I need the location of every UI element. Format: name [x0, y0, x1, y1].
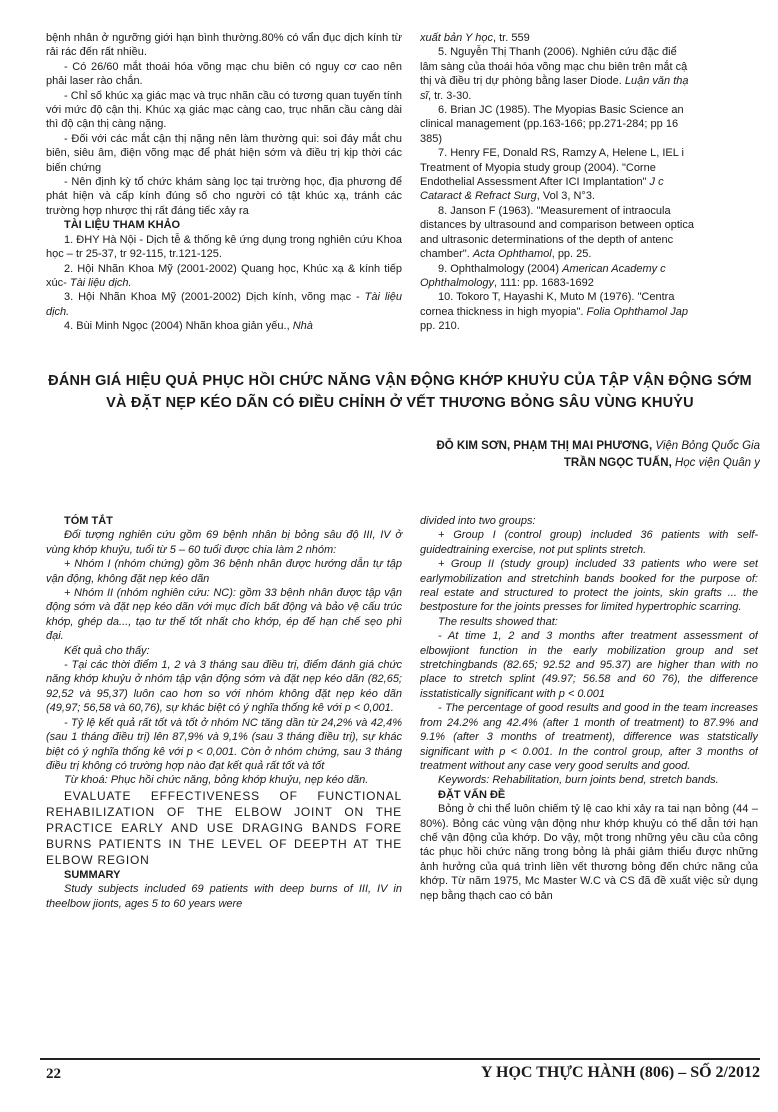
text: Treatment of Myopia study group (2004). "Corne	[420, 161, 656, 174]
right-col-paragraph	[420, 701, 758, 773]
top-right-paragraph	[420, 262, 758, 276]
top-right-paragraph	[420, 161, 758, 175]
right-col-paragraph	[420, 514, 758, 528]
left-col-paragraph	[46, 788, 402, 868]
top-left-paragraph	[46, 31, 402, 60]
text: 9. Ophthalmology (2004)	[438, 262, 563, 275]
italic-text: + Group II (study group) included 33 patients who were set earlymobilization and stretchinh bands booked for the purpose of: real estate and structured to protect the joints, skin grafts ... the bestposture for the joints presses for limited hypertrophic scarring.	[420, 558, 758, 614]
text: distances by ultrasound and comparison between optica	[420, 219, 694, 232]
italic-text: The results showed that:	[438, 615, 558, 628]
top-left-column	[46, 31, 402, 334]
top-left-paragraph	[46, 233, 402, 262]
text: 385)	[420, 132, 443, 145]
text: EVALUATE EFFECTIVENESS OF FUNCTIONAL REHABILIZATION OF THE ELBOW JOINT ON THE PRACTICE EARLY AND USE DRAGING BANDS FORE BURNS PATIENTS IN THE LEVEL OF DEEPTH AT THE ELBOW REGION	[46, 788, 402, 867]
top-right-paragraph	[420, 189, 758, 203]
top-right-paragraph	[420, 290, 758, 304]
top-right-paragraph	[420, 233, 758, 247]
text: 2. Hội Nhãn Khoa Mỹ (2001-2002) Quang học, Khúc xạ & kính tiếp xúc-	[46, 262, 402, 289]
right-col-paragraph	[420, 773, 758, 787]
italic-text: Ophthalmology	[420, 276, 494, 289]
top-right-paragraph	[420, 247, 758, 261]
text: - Nên định kỳ tổ chức khám sàng lọc tại trường học, địa phương để phát hiện và cấp kính đúng số cho người có tật khúc xạ, tránh các trường hợp nhược thị rất đáng tiếc xảy ra	[46, 176, 402, 217]
text: , pp. 25.	[551, 248, 592, 261]
italic-text: Tài liệu dịch.	[69, 276, 132, 289]
author-names-2: TRẦN NGỌC TUẤN,	[563, 457, 672, 469]
top-left-paragraph	[46, 290, 402, 319]
italic-text: Folia Ophthamol Jap	[586, 305, 689, 318]
top-right-paragraph	[420, 146, 758, 160]
italic-text: Acta Ophthamol	[472, 248, 552, 261]
author-names-1: ĐỖ KIM SƠN, PHẠM THỊ MAI PHƯƠNG,	[436, 440, 653, 452]
top-left-paragraph	[46, 60, 402, 89]
text: , tr. 559	[493, 32, 530, 44]
text: 5. Nguyễn Thị Thanh (2006). Nghiên cứu đặc điể	[438, 46, 677, 59]
left-col-paragraph	[46, 514, 402, 528]
top-right-paragraph	[420, 74, 758, 88]
text: 10. Tokoro T, Hayashi K, Muto M (1976). "Centra	[438, 291, 675, 304]
top-left-paragraph	[46, 262, 402, 291]
left-col-paragraph	[46, 528, 402, 557]
top-left-paragraph	[46, 319, 402, 333]
text: 3. Hội Nhãn Khoa Mỹ (2001-2002) Dịch kính, võng mạc -	[64, 291, 365, 304]
italic-text: Cataract & Refract Surg	[420, 190, 537, 203]
top-right-paragraph	[420, 204, 758, 218]
author-line-2	[300, 455, 760, 472]
left-col-paragraph	[46, 658, 402, 716]
text: chamber".	[420, 248, 473, 261]
text: clinical management (pp.163-166; pp.271-284; pp 16	[420, 118, 679, 131]
left-col-paragraph	[46, 557, 402, 586]
top-left-paragraph	[46, 89, 402, 132]
top-right-paragraph	[420, 89, 758, 103]
title-line-2: VÀ ĐẶT NẸP KÉO DÃN CÓ ĐIỀU CHỈNH Ở VẾT THƯƠNG BỎNG SÂU VÙNG KHUỶU	[106, 395, 694, 411]
italic-text: Từ khoá: Phục hồi chức năng, bỏng khớp khuỷu, nẹp kéo dãn.	[64, 774, 369, 787]
italic-text: + Nhóm I (nhóm chứng) gồm 36 bệnh nhân được hướng dẫn tự tập vận động, không đặt nẹp kéo dãn	[46, 558, 402, 585]
left-col-paragraph	[46, 773, 402, 787]
page-number: 22	[46, 1066, 61, 1082]
right-col-paragraph	[420, 615, 758, 629]
italic-text: Luận văn thạ	[624, 75, 689, 88]
right-col-paragraph	[420, 629, 758, 701]
text: 7. Henry FE, Donald RS, Ramzy A, Helene L, IEL i	[438, 147, 684, 160]
top-right-paragraph	[420, 276, 758, 290]
text: bệnh nhân ở ngưỡng giới hạn bình thường.80% có vẩn đục dịch kính từ rải rác đến rất nhiều.	[46, 32, 402, 59]
journal-name: Y HỌC THỰC HÀNH (806) – SỐ 2/2012	[481, 1064, 760, 1081]
italic-text: + Group I (control group) included 36 patients with self-guidedtraining exercise, not put splints stretch.	[420, 529, 758, 556]
italic-text: Keywords: Rehabilitation, burn joints bend, stretch bands.	[438, 774, 719, 787]
author-affiliation-1: Viện Bỏng Quốc Gia	[652, 440, 760, 452]
italic-text: - Tỷ lệ kết quả rất tốt và tốt ở nhóm NC tăng dần từ 24,2% và 42,4% (sau 1 tháng điều trị) lên 87,9% và 9,1% (sau 3 tháng điều trị), sự khác biệt có ý nghĩa thống kê với p < 0,001. Còn ở nhóm chứng, sau 3 tháng điều trị không có trường hợp nào đạt kết quả rất tốt và tốt	[46, 716, 402, 772]
left-col-paragraph	[46, 586, 402, 644]
top-right-paragraph	[420, 31, 758, 45]
italic-text: xuất bản Y học	[420, 32, 493, 44]
top-right-paragraph	[420, 60, 758, 74]
text: ĐẶT VẤN ĐỀ	[438, 788, 506, 801]
text: 6. Brian JC (1985). The Myopias Basic Science an	[438, 104, 684, 117]
article-left-column	[46, 514, 402, 911]
right-col-paragraph	[420, 528, 758, 557]
author-line-1	[300, 438, 760, 455]
left-col-paragraph	[46, 716, 402, 774]
top-left-paragraph	[46, 175, 402, 218]
text: 1. ĐHY Hà Nội - Dịch tễ & thống kê ứng dụng trong nghiên cứu Khoa học – tr 25-37, tr 92-115, tr.121-125.	[46, 233, 402, 261]
italic-text: + Nhóm II (nhóm nghiên cứu: NC): gồm 33 bệnh nhân được tập vận động sớm và đặt nẹp kéo dãn với mục đích bất động và bảo vệ cấu trúc khớp, ghép da..., tạo tư thế tốt nhất cho khớp, ép để hạn chế sẹo phì đại.	[46, 587, 402, 643]
italic-text: J c	[649, 176, 664, 189]
top-right-paragraph	[420, 45, 758, 59]
italic-text: Đối tượng nghiên cứu gồm 69 bệnh nhân bị bỏng sâu độ III, IV ở vùng khớp khuỷu, tuổi từ 5 – 60 tuổi được chia làm 2 nhóm:	[46, 529, 402, 556]
italic-text: - The percentage of good results and good in the team increases from 24.2% ang 42.4% (after 1 month of treatment) to 87.9% and 9.1% (after 3 months of treatment), difference was statstically significant with p < 0.001. In the control group, after 3 months of treatment without any case very good serults and good.	[420, 702, 758, 772]
text: 8. Janson F (1963). "Measurement of intraocula	[438, 204, 671, 217]
text: 4. Bùi Minh Ngọc (2004) Nhãn khoa giản yếu.,	[64, 320, 293, 333]
title-line-1: ĐÁNH GIÁ HIỆU QUẢ PHỤC HỒI CHỨC NĂNG VẬN ĐỘNG KHỚP KHUỶU CỦA TẬP VẬN ĐỘNG SỚM	[48, 373, 752, 389]
right-col-paragraph	[420, 788, 758, 802]
text: Endothelial Assessment After ICI Implantation"	[420, 176, 650, 189]
top-right-paragraph	[420, 117, 758, 131]
text: TÀI LIỆU THAM KHẢO	[64, 219, 181, 232]
top-left-paragraph	[46, 218, 402, 232]
italic-text: American Academy c	[562, 262, 666, 275]
text: - Chỉ số khúc xạ giác mạc và trục nhãn cầu có tương quan tuyến tính với mức độ cận thị. Khúc xạ giác mạc càng cao, trục nhãn cầu càng dài thì độ cận thị càng nặng.	[46, 89, 402, 131]
italic-text: Nhà	[292, 320, 313, 333]
italic-text: Study subjects included 69 patients with deep burns of III, IV in theelbow jionts, ages 5 to 60 years were	[46, 883, 402, 910]
text: , 111: pp. 1683-1692	[494, 276, 594, 289]
left-col-paragraph	[46, 868, 402, 882]
text: and ultrasonic determinations of the depth of antenc	[420, 233, 674, 246]
author-affiliation-2: Học viện Quân y	[671, 457, 760, 469]
left-col-paragraph	[46, 644, 402, 658]
italic-text: sĩ	[420, 89, 428, 102]
top-right-paragraph	[420, 319, 758, 333]
top-right-column	[420, 31, 758, 334]
top-right-paragraph	[420, 132, 758, 146]
text: , Vol 3, N°3.	[536, 190, 595, 203]
italic-text: Tài liệu dịch.	[46, 291, 402, 318]
text: Bỏng ở chi thể luôn chiếm tỷ lệ cao khi xảy ra tai nạn bỏng (44 – 80%). Bỏng các vùng vận động như khớp khuỷu có thể dẫn tới hạn chế vận động của khớp. Do vậy, một trong những yêu cầu của công tác phục hồi chức năng trong bỏng là phải giảm thiểu được những ảnh hưởng của quá trình liền vết thương bỏng đến chức năng của khớp. Từ năm 1975, Mc Master W.C và CS đã đề xuất việc sử dụng nẹp bằng thạch cao có bản	[420, 803, 758, 902]
text: - Có 26/60 mắt thoái hóa võng mạc chu biên có nguy cơ cao nên phải laser rào chắn.	[46, 60, 402, 88]
article-right-column	[420, 514, 758, 903]
top-right-paragraph	[420, 305, 758, 319]
text: TÓM TẮT	[64, 515, 113, 527]
right-col-paragraph	[420, 557, 758, 615]
top-right-paragraph	[420, 218, 758, 232]
top-left-paragraph	[46, 132, 402, 175]
top-right-paragraph	[420, 175, 758, 189]
text: thị và điều trị dự phòng bằng laser Diode.	[420, 75, 625, 88]
text: SUMMARY	[64, 868, 121, 881]
text: cornea thickness in high myopia".	[420, 305, 587, 318]
italic-text: - Tại các thời điểm 1, 2 và 3 tháng sau điều trị, điểm đánh giá chức năng khớp khuỷu ở nhóm tập vận động sớm và đặt nẹp kéo dãn (82,65; 92,52 và 95,37) luôn cao hơn so với nhóm không đặt nẹp kéo dãn (49,97; 56,58 và 60,76), sự khác biệt có ý nghĩa thống kê với p < 0,001.	[46, 659, 402, 715]
text: lâm sàng của thoái hóa võng mạc chu biên trên mắt cậ	[420, 60, 688, 73]
text: - Đối với các mắt cận thị nặng nên làm thường qui: soi đáy mắt chu biên, siêu âm, điện võng mạc để phát hiện sớm và điều trị kịp thời các biến chứng	[46, 132, 402, 174]
italic-text: divided into two groups:	[420, 515, 536, 527]
italic-text: Kết quả cho thấy:	[64, 644, 150, 657]
authors	[300, 438, 760, 472]
top-right-paragraph	[420, 103, 758, 117]
left-col-paragraph	[46, 882, 402, 911]
article-title	[40, 370, 760, 414]
footer-rule	[40, 1058, 760, 1060]
text: pp. 210.	[420, 320, 460, 333]
text: , tr. 3-30.	[427, 89, 472, 102]
right-col-paragraph	[420, 802, 758, 903]
italic-text: - At time 1, 2 and 3 months after treatment assessment of elbowjiont function in the early mobilization group and set stretchingbands (82.65; 92.52 and 95.37) are higher than with no place to stretch splint (49.97; 56.58 and 60 76), the difference isstatistically significant with p < 0.001	[420, 630, 758, 700]
